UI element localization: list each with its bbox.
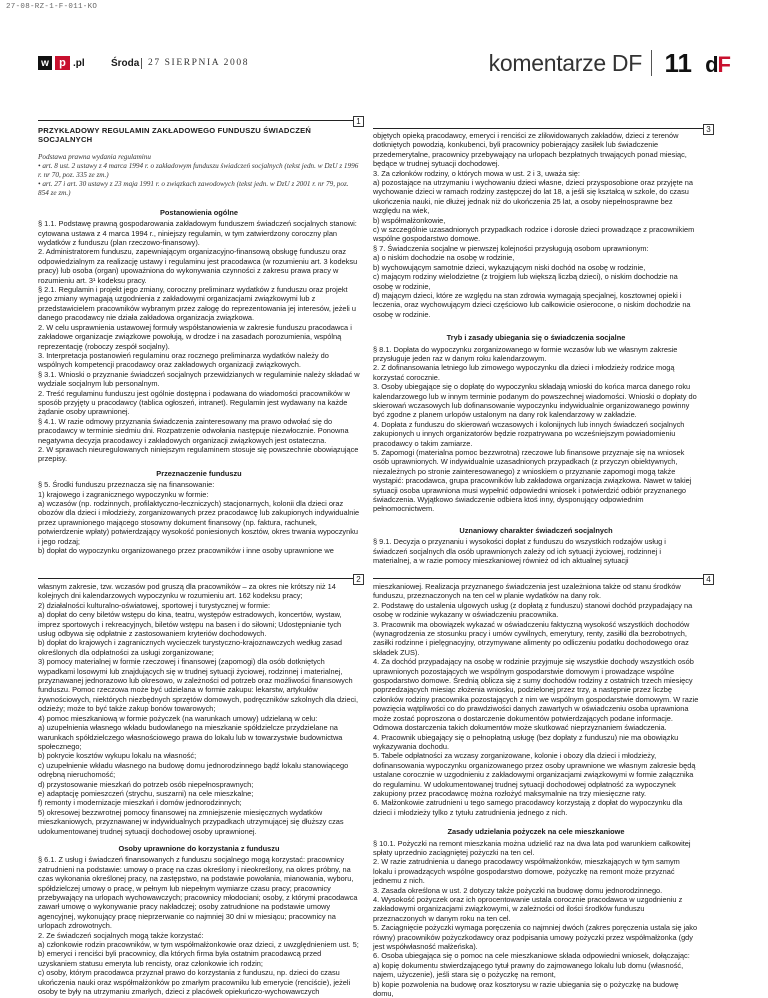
paragraph: e) adaptację pomieszczeń (strychu, suszarni) na cele mieszkalne; [38, 788, 254, 798]
section-divider [651, 50, 652, 76]
paragraph: 2. Treść regulaminu funduszu jest ogólnie dostępna i podawana do wiadomości pracowników w sposób przyjęty u pracodawcy (tablica ogłoszeń, intranet). Regulamin jest wydawany na każde żądanie osoby uprawnionej. [38, 388, 350, 417]
col3-top-rule [373, 128, 705, 129]
paragraph: b) wychowującym samotnie dzieci, wykazującym niski dochód na osobę w rodzinie, [373, 262, 646, 272]
paragraph: d) przystosowanie mieszkań do potrzeb osób niepełnosprawnych; [38, 779, 254, 789]
issue-day: Środa [111, 58, 140, 69]
page-number: 11 [664, 48, 692, 78]
paragraph: f) remonty i modernizacje mieszkań i domów jednorodzinnych; [38, 798, 242, 808]
paragraph: 4) pomoc mieszkaniową w formie pożyczek (na warunkach umowy) udzielaną w celu: [38, 713, 318, 723]
paragraph: a) członkowie rodzin pracowników, w tym współmałżonkowie oraz dzieci, z uwzględnieniem ust. 5; [38, 940, 359, 950]
paragraph: § 6.1. Z usług i świadczeń finansowanych z funduszu socjalnego mogą korzystać: pracownicy zatrudnieni na podstawie: umowy o pracę na czas określony i nieokreślony, na okres próbny, na czas wykonania określonej pracy, na zastępstwo, na podstawie powołania, mianowania, wyboru, spółdzielczej umowy o pracę, w pełnym lub niepełnym wymiarze czasu pracy; pracownicy przebywający na urlopach wychowawczych; pracownicy młodociani; osoby, z którymi pracodawca zawarł umowę o wykonywanie pracy nakładczej; osoby zatrudnione na podstawie umowy agencyjnej, wykonujący pracę nieprzerwanie co najmniej 30 dni w miesiącu; pracownicy na urlopach zdrowotnych. [38, 855, 358, 931]
df-f: F [717, 52, 730, 77]
paragraph: 3. Interpretacja postanowień regulaminu oraz rocznego preliminarza wydatków należy do wspólnych kompetencji pracodawcy oraz zakładowych organizacji związkowych. [38, 350, 329, 370]
block-number-badge: 4 [703, 574, 714, 585]
paragraph: własnym zakresie, tzw. wczasów pod gruszą dla pracowników – za okres nie krótszy niż 14 kolejnych dni kalendarzowych wypoczynku w rozumieniu art. 162 kodeksu pracy; [38, 582, 336, 601]
paragraph: 6. Małżonkowie zatrudnieni u tego samego pracodawcy korzystają z dopłat do wypoczynku dla dzieci i młodzieży tylko z tytułu zatrudnienia jednego z nich. [373, 798, 683, 817]
paragraph: a) dopłat do ceny biletów wstępu do kina, teatru, występów estradowych, koncertów, wystaw, imprez sportowych i rekreacyjnych, biletów wstępu na basen i do siłowni; Udostępnianie tych usług odbywa się odpłatnie z zastosowaniem kryteriów dochodowych. [38, 610, 342, 639]
paragraph: 2. Ze świadczeń socjalnych mogą także korzystać: [38, 930, 204, 940]
paragraph: 1) krajowego i zagranicznego wypoczynku w formie: [38, 489, 209, 499]
paragraph: § 5. Środki funduszu przeznacza się na finansowanie: [38, 480, 215, 490]
logo-pl-text: .pl [73, 57, 85, 69]
paragraph: § 7. Świadczenia socjalne w pierwszej kolejności przysługują osobom uprawnionym: [373, 243, 649, 253]
paragraph: 2. W sprawach nieuregulowanych niniejszym regulaminem stosuje się powszechnie obowiązujące przepisy. [38, 444, 359, 464]
paragraph: c) osoby, którym pracodawca przyznał prawo do korzystania z funduszu, np. dzieci do czasu ukończenia nauki oraz współmałżonków po zmarłym pracowniku lub emerycie (renciście), jeżeli osoby te były na utrzymaniu zmarłych, dzieci z placówek opiekuńczo-wychowawczych [38, 968, 351, 997]
paragraph: 3. Pracownik ma obowiązek wykazać w oświadczeniu faktyczną wysokość wszystkich dochodów (wynagrodzenia ze stosunku pracy i umów cywilnych, emerytury, renty, zasiłki dla bezrobotnych, zasiłki rodzinne i pielęgnacyjny, otrzymywane alimenty po odliczeniu podatku dochodowego oraz składek ZUS). [373, 619, 690, 657]
paragraph: 2. Z dofinansowania letniego lub zimowego wypoczynku dla dzieci i młodzieży rodzice mogą korzystać corocznie. [373, 363, 675, 382]
paragraph: b) emeryci i renciści byli pracownicy, dla których firma była ostatnim pracodawcą przed uzyskaniem statusu emeryta lub rencisty, oraz członkowie ich rodzin; [38, 949, 322, 968]
paragraph: a) wczasów (np. rodzinnych, profilaktyczno-leczniczych) stacjonarnych, kolonii dla dzieci oraz obozów dla dzieci i młodzieży, zorganizowanych przez pracodawcę lub zakupionych indywidualnie przez uprawnionego mającego stosowny dokument finansowy (np. faktura, rachunek, potwierdzenie wpłaty) potwierdzający wysokość poniesionych kosztów, okres trwania wypoczynku i jego rodzaj; [38, 499, 360, 546]
section-heading: Uznaniowy charakter świadczeń socjalnych [459, 525, 613, 535]
paragraph: mieszkaniowej. Realizacja przyznanego świadczenia jest uzależniona także od stanu środków funduszu, przeznaczonych na ten cel w planie wydatków na dany rok. [373, 582, 681, 601]
paragraph: 2. W celu usprawnienia ustawowej formuły współstanowienia w zakresie funduszu pracodawca i zakładowe organizacje związkowe powołują, w drodze i na zasadach porozumienia, wspólną reprezentację (roboczy zespół socjalny). [38, 322, 352, 351]
paragraph: 3) pomocy materialnej w formie rzeczowej i finansowej (zapomogi) dla osób dotkniętych wypadkami losowymi lub znajdujących się w trudnej sytuacji życiowej, rodzinnej i materialnej, przyznawanej jednorazowo lub okresowo, w zależności od potrzeb oraz możliwości finansowych funduszu. Pomoc rzeczowa może być udzielana w formie zakupu: lekarstw, artykułów żywnościowych, niektórych niezbędnych sprzętów domowych, podręczników szkolnych dla dzieci, odzieży; może to być także zakup bonów towarowych; [38, 657, 358, 714]
paragraph: 5. Zaciągnięcie pożyczki wymaga poręczenia co najmniej dwóch (zakres poręczenia ustala się jako równy) pracowników pożyczkodawcy oraz podpisania umowy pożyczki przez współmałżonka (gdy jest współwłasność małżeńska). [373, 923, 698, 952]
paragraph: a) o niskim dochodzie na osobę w rodzinie, [373, 253, 515, 263]
paragraph: 6. Osoba ubiegająca się o pomoc na cele mieszkaniowe składa odpowiedni wniosek, dołączając: [373, 951, 690, 961]
header-divider [141, 58, 142, 69]
page-header [38, 46, 730, 86]
paragraph: c) uzupełnienie wkładu własnego na budowę domu jednorodzinnego bądź lokalu stanowiącego odrębną nieruchomość; [38, 760, 349, 780]
paragraph: § 9.1. Decyzja o przyznaniu i wysokości dopłat z funduszu do wszystkich rodzajów usług i świadczeń socjalnych dla osób uprawnionych zależy od ich sytuacji życiowej, rodzinnej i materialnej, a w razie pomocy mieszkaniowej również od ich aktualnej sytuacji [373, 537, 666, 566]
section-heading: Osoby uprawnione do korzystania z funduszu [118, 843, 280, 853]
section-heading: Postanowienia ogólne [159, 207, 239, 217]
paragraph: c) w szczególnie uzasadnionych przypadkach rodzice i dorosłe dzieci prowadzące z pracownikiem wspólne gospodarstwo domowe. [373, 225, 695, 244]
paragraph: 5) okresowej bezzwrotnej pomocy finansowej na zmniejszenie miesięcznych wydatków mieszkaniowych, przyznawanej w indywidualnych przypadkach utrzymującej się dłuższy czas udokumentowanej trudnej sytuacji dochodowej osoby uprawnionej. [38, 807, 344, 836]
paragraph: b) pokrycie kosztów wykupu lokalu na własność; [38, 751, 197, 761]
paragraph: a) uzupełnienia własnego wkładu budowlanego na mieszkanie spółdzielcze przydzielane na warunkach spółdzielczego własnościowego prawa do lokalu lub w towarzystwie budownictwa społecznego; [38, 723, 343, 751]
paragraph: 4. Dopłata z funduszu do skierowań wczasowych i kolonijnych lub innych świadczeń socjalnych zakupionych u innych organizatorów będzie rozpatrywana po wcześniejszym powiadomieniu pracodawcy o takim zamiarze. [373, 419, 685, 448]
block-number-badge: 2 [353, 574, 364, 585]
legal-basis-item: • art. 27 i art. 30 ustawy z 23 maja 1991 r. o związkach zawodowych (tekst jedn. w DzU z 2001 r. nr 79, poz. 854 ze zm.) [38, 179, 349, 197]
paragraph: objętych opieką pracodawcy, emeryci i renciści ze zlikwidowanych zakładów, dzieci z terenów dotkniętych powodzią, konkubenci, byli pracownicy pobierający zasiłek lub świadczenie przedemerytalne, pracownicy przebywający na urlopach bezpłatnych trwających ponad miesiąc, będące w trudnej sytuacji dochodowej. [373, 131, 687, 169]
section-title: komentarze DF [488, 50, 642, 76]
paragraph: b) współmałżonkowie, [373, 215, 446, 225]
regulation-block-2 [38, 582, 360, 997]
paragraph: § 3.1. Wnioski o przyznanie świadczeń socjalnych przewidzianych w regulaminie należy składać w wydziale socjalnym lub personalnym. [38, 369, 360, 389]
logo-p-mark: p [55, 56, 70, 70]
paragraph: 2. W razie zatrudnienia u danego pracodawcy współmałżonków, mieszkających w tym samym lokalu i prowadzących wspólne gospodarstwo domowe, pożyczkę na remont może przyznać jednemu z nich. [373, 857, 680, 886]
paragraph: 4. Za dochód przypadający na osobę w rodzinie przyjmuje się wszystkie dochody wszystkich osób uprawnionych pozostających we wspólnym gospodarstwie domowym i prowadzące wspólne gospodarstwo domowe. Średnią oblicza się z sumy dochodów rodziny z ostatnich trzech miesięcy poprzedzających miesiąc złożenia wniosku, podzielonej przez trzy, a następnie przez liczbę członków rodziny pracownika pozostających z nim we wspólnym gospodarstwie domowym. W razie powzięcia wątpliwości co do prawdziwości danych zawartych w oświadczeniu osoba uprawniona może zostać poproszona o dostarczenie dokumentów potwierdzających podane informacje. Odmowa dostarczenia takich dokumentów może skutkować nieprzyznaniem świadczenia. [373, 657, 699, 733]
paragraph: a) kopię dokumentu stwierdzającego tytuł prawny do zajmowanego lokalu lub domu (własność, najem, użyczenie), jeśli stara się o pożyczkę na remont, [373, 960, 684, 980]
regulation-title: PRZYKŁADOWY REGULAMIN ZAKŁADOWEGO FUNDUSZU ŚWIADCZEŃ SOCJALNYCH [38, 126, 312, 145]
legal-basis-item: • art. 8 ust. 2 ustawy z 4 marca 1994 r. o zakładowym funduszu świadczeń socjalnych (tekst jedn. w DzU z 1996 r. nr 70, poz. 335 ze zm.) [38, 161, 359, 179]
col2-top-rule [38, 578, 358, 579]
col4-top-rule [373, 578, 705, 579]
portal-logo[interactable] [38, 56, 85, 70]
paragraph: 5. Tabele odpłatności za wczasy zorganizowane, kolonie i obozy dla dzieci i młodzieży, dofinansowania wypoczynku organizowanego przez osoby uprawnione we własnym zakresie będą ustalane corocznie w uzgodnieniu z zakładowymi organizacjami związkowymi w formie załącznika do regulaminu. W udokumentowanej trudnej sytuacji dochodowej odpłatność za wypoczynek zakupiony przez pracodawcę można rozłożyć maksymalnie na trzy miesięczne raty. [373, 751, 696, 798]
paragraph: 2) działalności kulturalno-oświatowej, sportowej i turystycznej w formie: [38, 600, 271, 610]
logo-w-mark: w [38, 56, 52, 70]
paragraph: a) pozostające na utrzymaniu i wychowaniu dzieci własne, dzieci przysposobione oraz przyjęte na wychowanie dzieci w ramach rodziny zastępczej do lat 18, a jeśli się kształcą w szkole, do czasu ukończenia nauki, nie dłużej jednak niż do ukończenia 25 lat, a osoby niepełnosprawne bez względu na wiek, [373, 178, 694, 216]
col1-top-rule [38, 120, 358, 121]
paragraph: 3. Zasada określona w ust. 2 dotyczy także pożyczki na budowę domu jednorodzinnego. [373, 885, 663, 895]
block-number-badge: 1 [353, 116, 364, 127]
regulation-block-1 [38, 126, 360, 570]
paragraph: § 4.1. W razie odmowy przyznania świadczenia zainteresowany ma prawo odwołać się do pracodawcy w terminie siedmiu dni. Rozpatrzenie odwołania następuje niezwłocznie. Ponowna negatywna decyzja pracodawcy i zakładowych organizacji związkowych jest ostateczna. [38, 416, 349, 445]
section-heading: Tryb i zasady ubiegania się o świadczenia socjalne [446, 333, 626, 343]
section-heading: Zasady udzielania pożyczek na cele mieszkaniowe [447, 827, 625, 837]
paragraph: 5. Zapomogi (materialna pomoc bezzwrotna) rzeczowe lub finansowe przyznaje się na wniosek osób uprawnionych. W indywidualnie uzasadnionych przypadkach (z przyczyn obiektywnych, niezależnych po stronie zainteresowanego) z wnioskiem o przyznanie zapomogi mogą także wystąpić: pracodawca, grupa pracowników lub zakładowa organizacja związkowa. Nawet w takiej sytuacji osoba uprawniona musi wypełnić odpowiedni wniosek i potwierdzić odbiór przyznanego świadczenia. Wyjątkowo świadczenie odbiera ktoś inny, dysponujący odpowiednim pełnomocnictwem. [373, 448, 692, 514]
section-heading: Przeznaczenie funduszu [156, 468, 242, 478]
paragraph: § 1.1. Podstawę prawną gospodarowania zakładowym funduszem świadczeń socjalnych stanowi: cytowana ustawa z 4 marca 1994 r., niniejszy regulamin, w tym zatwierdzony coroczny plan wydatków z funduszu (plan rzeczowo-finansowy). [38, 219, 357, 248]
page-code: 27-08-RZ-1-F-011-KO [6, 3, 98, 11]
paragraph: § 2.1. Regulamin i projekt jego zmiany, coroczny preliminarz wydatków z funduszu oraz projekt jego zmiany wymagają uzgodnienia z zakładowymi organizacjami związkowymi lub z przedstawicielem pracowników wybranym przez załogę do reprezentowania jej interesów, jeżeli u danego pracodawcy nie działa zakładowa organizacja związkowa. [38, 285, 356, 323]
issue-date: 27 SIERPNIA 2008 [148, 58, 250, 68]
paragraph: 4. Wysokość pożyczek oraz ich oprocentowanie ustala corocznie pracodawca w uzgodnieniu z zakładowymi organizacjami związkowymi, w zależności od ilości środków funduszu przeznaczonych w danym roku na ten cel. [373, 895, 683, 923]
paragraph: 3. Za członków rodziny, o których mowa w ust. 2 i 3, uważa się: [373, 168, 580, 178]
block-number-badge: 3 [703, 124, 714, 135]
paragraph: b) dopłat do wypoczynku organizowanego przez pracowników i inne osoby uprawnione we [38, 546, 334, 556]
paragraph: 2. Administratorem funduszu, zapewniającym organizacyjno-finansową obsługę funduszu oraz odpowiedzialnym za realizację ustawy i regulaminu jest pracodawca (w rozumieniu art. 3 kodeksu pracy) lub osoba (organ) upoważniona do wykonywania czynności z zakresu prawa pracy w rozumieniu art. 3¹ kodeksu pracy. [38, 247, 358, 285]
paragraph: 2. Podstawę do ustalenia ulgowych usług (z dopłatą z funduszu) stanowi dochód przypadający na osobę w rodzinie wykazany w oświadczeniu pracownika. [373, 600, 693, 620]
df-d: d [705, 52, 718, 77]
paragraph: 3. Osoby ubiegające się o dopłatę do wypoczynku składają wnioski do końca marca danego roku kalendarzowego lub w innym terminie podanym do powszechnej wiadomości. Wnioski o dopłaty do skierowań wczasowych lub dofinansowanie wypoczynku indywidualnie organizowanego powinny być zgodne z planem urlopów ustalonym na dany rok kalendarzowy w zakładzie. [373, 382, 697, 420]
paragraph: c) mającym rodziny wielodzietne (z trojgiem lub większą liczbą dzieci), o niskim dochodzie na osobę w rodzinie, [373, 272, 678, 291]
paragraph: § 10.1. Pożyczki na remont mieszkania można udzielić raz na dwa lata pod warunkiem całkowitej spłaty uprzednio zaciągniętej pożyczki na ten cel. [373, 838, 691, 857]
paragraph: b) kopie pozwolenia na budowę oraz kosztorysu w razie ubiegania się o pożyczkę na budowę domu, [373, 979, 679, 998]
paragraph: 4. Pracownik ubiegający się o pełnopłatną usługę (bez dopłaty z funduszu) nie ma obowiązku wykazywania dochodu. [373, 732, 679, 751]
paragraph: § 8.1. Dopłata do wypoczynku zorganizowanego w formie wczasów lub we własnym zakresie przysługuje jeden raz w danym roku kalendarzowym. [373, 344, 678, 363]
df-brand-logo [705, 52, 730, 78]
legal-basis-heading: Podstawa prawna wydania regulaminu [38, 152, 151, 161]
paragraph: b) dopłat do krajowych i zagranicznych wycieczek turystyczno-krajoznawczych według zasad określonych dla odpłatności za usługi zorganizowane; [38, 638, 342, 657]
regulation-block-4 [373, 582, 699, 998]
paragraph: d) mającym dzieci, które ze względu na stan zdrowia wymagają specjalnej, kosztownej opieki i leczenia, oraz wychowującym dzieci częściowo lub całkowicie osierocone, o niskim dochodzie na osobę w rodzinie. [373, 290, 691, 319]
regulation-block-3 [373, 131, 699, 573]
